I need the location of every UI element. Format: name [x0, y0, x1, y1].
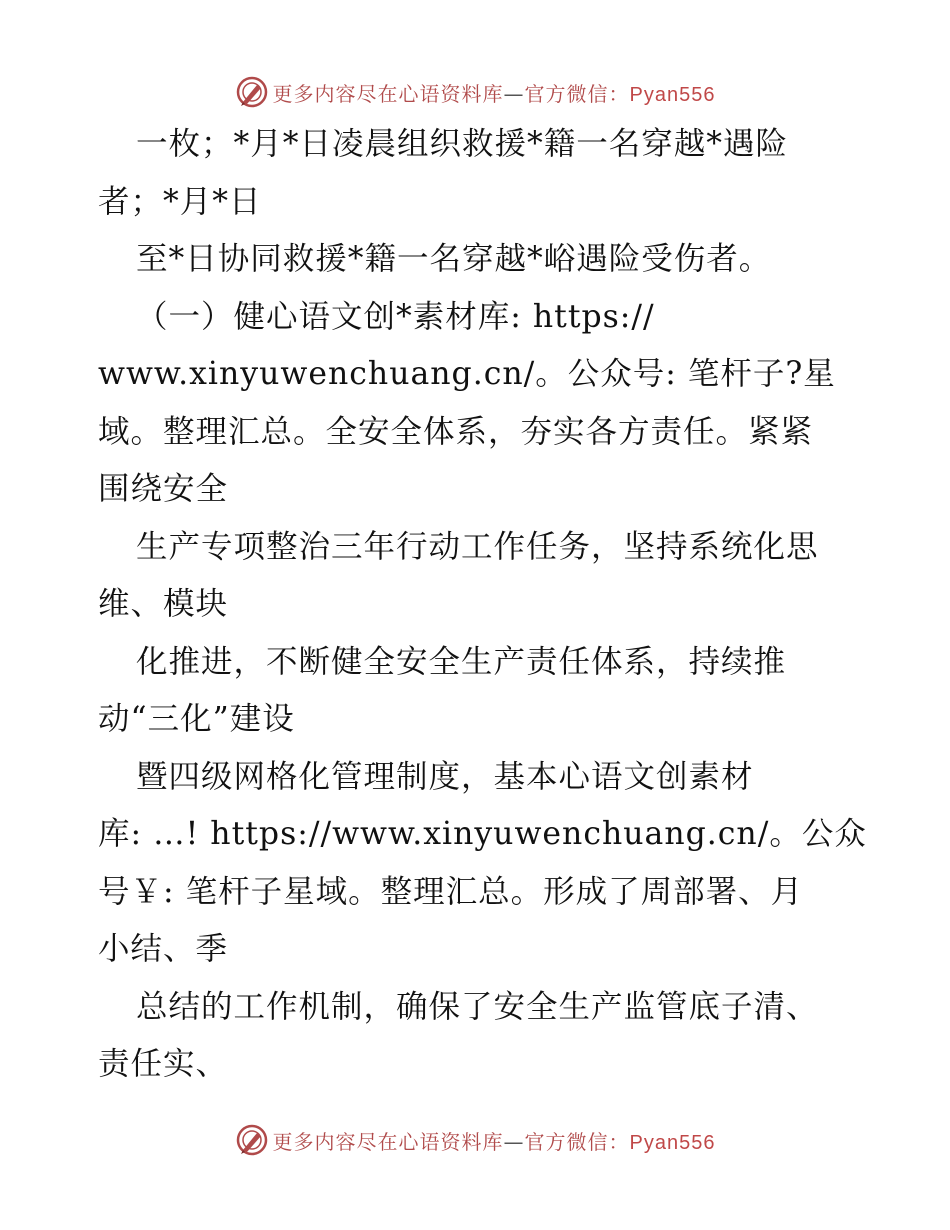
footer-banner-wechat-label: 官方微信： [524, 1129, 630, 1154]
body-line-12: 暨四级网格化管理制度，基本心语文创素材 [136, 758, 754, 795]
body-line-7: 围绕安全 [98, 471, 229, 507]
footer-banner-text [273, 1126, 716, 1155]
header-banner-wechat-label: 官方微信： [524, 81, 630, 106]
body-line-6: 域。整理汇总。全安全体系，夯实各方责任。紧紧 [98, 413, 814, 450]
body-line-11: 动“三化”建设 [98, 701, 295, 737]
footer-banner [0, 1120, 950, 1160]
footer-banner-separator: — [503, 1129, 525, 1154]
body-line-17: 责任实、 [98, 1046, 229, 1082]
document-body [98, 116, 867, 1094]
body-line-16: 总结的工作机制，确保了安全生产监管底子清、 [136, 988, 819, 1025]
body-line-4: （一）健心语文创*素材库: https:// [136, 298, 655, 335]
header-banner-main: 更多内容尽在心语资料库 [272, 81, 504, 106]
body-line-8: 生产专项整治三年行动工作任务，坚持系统化思 [136, 528, 819, 565]
header-banner-handle: Pyan556 [629, 83, 716, 106]
header-banner-text [273, 78, 716, 107]
header-banner-separator: — [503, 81, 525, 106]
body-line-13: 库: …! https://www.xinyuwenchuang.cn/。公众 [98, 816, 867, 852]
body-line-2: 者；*月*日 [98, 183, 262, 220]
header-banner [0, 72, 950, 112]
body-line-10: 化推进，不断健全安全生产责任体系，持续推 [136, 643, 787, 680]
body-line-15: 小结、季 [98, 931, 229, 967]
body-line-3: 至*日协同救援*籍一名穿越*峪遇险受伤者。 [136, 241, 772, 277]
body-line-9: 维、模块 [98, 586, 229, 622]
footer-banner-handle: Pyan556 [629, 1131, 716, 1154]
pen-logo-icon [235, 1123, 269, 1157]
body-line-14: 号￥: 笔杆子星域。整理汇总。形成了周部署、月 [98, 873, 804, 910]
footer-banner-main: 更多内容尽在心语资料库 [272, 1129, 504, 1154]
body-line-5: www.xinyuwenchuang.cn/。公众号: 笔杆子?星 [98, 356, 836, 392]
body-line-1: 一枚；*月*日凌晨组织救援*籍一名穿越*遇险 [136, 126, 789, 162]
pen-logo-icon [235, 75, 269, 109]
